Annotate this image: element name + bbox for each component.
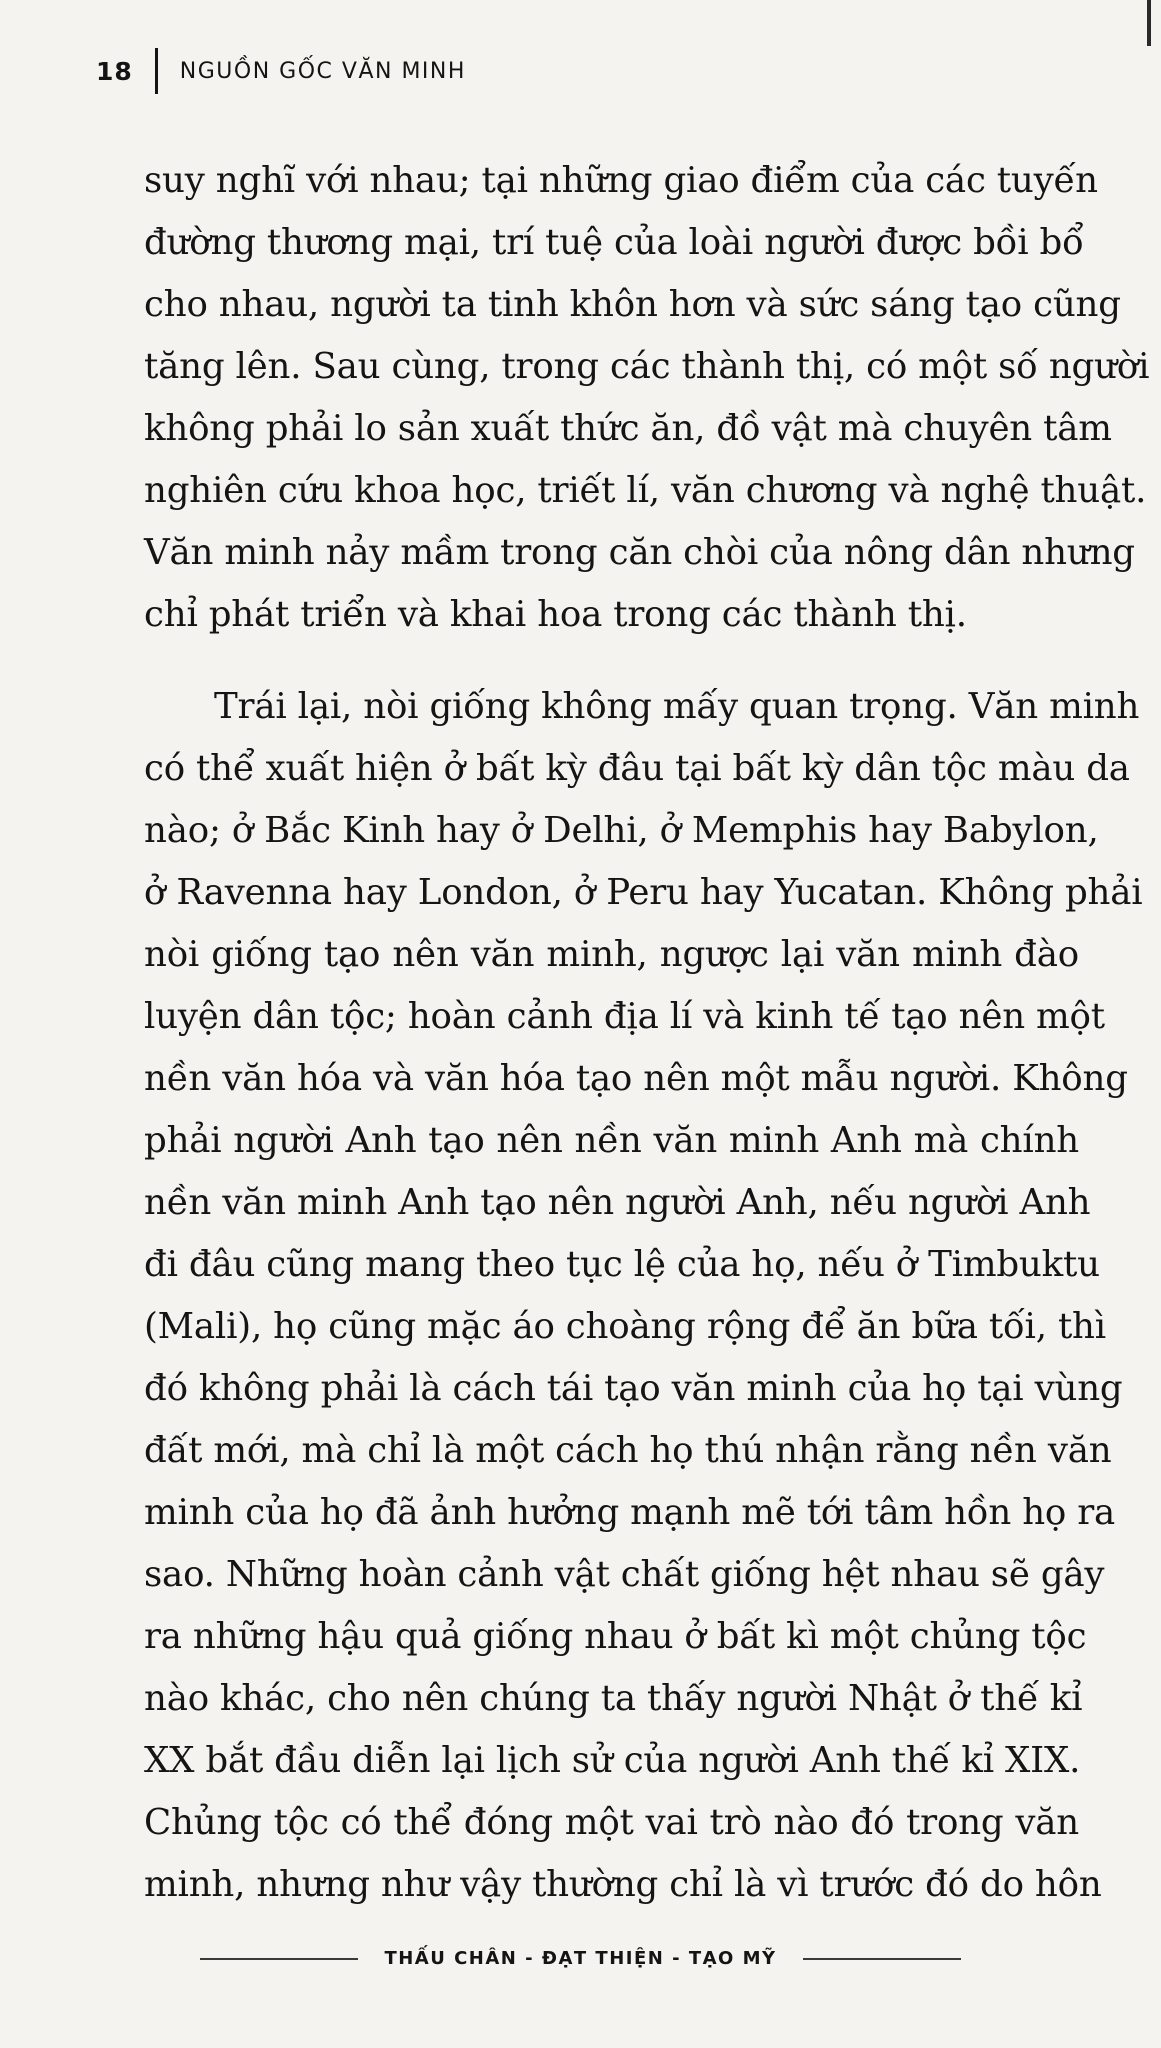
text-line: ở Ravenna hay London, ở Peru hay Yucatan. Không phải [144, 872, 1143, 913]
footer-motto: THẤU CHÂN - ĐẠT THIỆN - TẠO MỸ [384, 1948, 777, 1969]
text-line: minh, nhưng như vậy thường chỉ là vì trước đó do hôn [144, 1864, 1102, 1905]
text-line: nền văn minh Anh tạo nên người Anh, nếu người Anh [144, 1182, 1091, 1223]
text-line: XX bắt đầu diễn lại lịch sử của người Anh thế kỉ XIX. [144, 1740, 1081, 1781]
paragraph-gap [144, 646, 1079, 676]
paragraph-2 [144, 676, 1143, 1916]
text-line: đường thương mại, trí tuệ của loài người được bồi bổ [144, 222, 1084, 263]
text-line: (Mali), họ cũng mặc áo choàng rộng để ăn bữa tối, thì [144, 1306, 1106, 1347]
text-line: đất mới, mà chỉ là một cách họ thú nhận rằng nền văn [144, 1430, 1112, 1471]
text-line: ra những hậu quả giống nhau ở bất kì một chủng tộc [144, 1616, 1087, 1657]
text-line: chỉ phát triển và khai hoa trong các thành thị. [144, 594, 967, 635]
text-line: sao. Những hoàn cảnh vật chất giống hệt nhau sẽ gây [144, 1554, 1105, 1595]
paragraph-1 [144, 150, 1150, 646]
text-line: đó không phải là cách tái tạo văn minh của họ tại vùng [144, 1368, 1123, 1409]
text-line: Trái lại, nòi giống không mấy quan trọng. Văn minh [214, 686, 1140, 727]
text-line: có thể xuất hiện ở bất kỳ đâu tại bất kỳ dân tộc màu da [144, 748, 1130, 789]
text-line: nào; ở Bắc Kinh hay ở Delhi, ở Memphis hay Babylon, [144, 810, 1099, 851]
text-line: suy nghĩ với nhau; tại những giao điểm của các tuyến [144, 160, 1098, 201]
text-line: nào khác, cho nên chúng ta thấy người Nhật ở thế kỉ [144, 1678, 1083, 1719]
text-line: luyện dân tộc; hoàn cảnh địa lí và kinh tế tạo nên một [144, 996, 1105, 1037]
text-line: nền văn hóa và văn hóa tạo nên một mẫu người. Không [144, 1058, 1128, 1099]
page-header [96, 44, 466, 98]
page-number: 18 [96, 56, 133, 86]
text-line: không phải lo sản xuất thức ăn, đồ vật mà chuyên tâm [144, 408, 1112, 449]
text-line: đi đâu cũng mang theo tục lệ của họ, nếu ở Timbuktu [144, 1244, 1100, 1285]
running-title: NGUỒN GỐC VĂN MINH [179, 58, 466, 84]
text-line: Văn minh nảy mầm trong căn chòi của nông dân nhưng [144, 532, 1135, 573]
text-line: Chủng tộc có thể đóng một vai trò nào đó trong văn [144, 1802, 1079, 1843]
text-line: cho nhau, người ta tinh khôn hơn và sức sáng tạo cũng [144, 284, 1121, 325]
text-line: nghiên cứu khoa học, triết lí, văn chương và nghệ thuật. [144, 470, 1147, 511]
footer-rule-left [200, 1958, 358, 1960]
text-line: tăng lên. Sau cùng, trong các thành thị, có một số người [144, 346, 1150, 387]
text-line: nòi giống tạo nên văn minh, ngược lại văn minh đào [144, 934, 1079, 975]
text-line: phải người Anh tạo nên nền văn minh Anh mà chính [144, 1120, 1079, 1161]
footer-rule-right [803, 1958, 961, 1960]
text-line: minh của họ đã ảnh hưởng mạnh mẽ tới tâm hồn họ ra [144, 1492, 1116, 1533]
page-edge-mark [1147, 0, 1151, 46]
body-text [144, 150, 1150, 1916]
header-divider [155, 48, 158, 94]
page-footer [0, 1948, 1161, 1969]
